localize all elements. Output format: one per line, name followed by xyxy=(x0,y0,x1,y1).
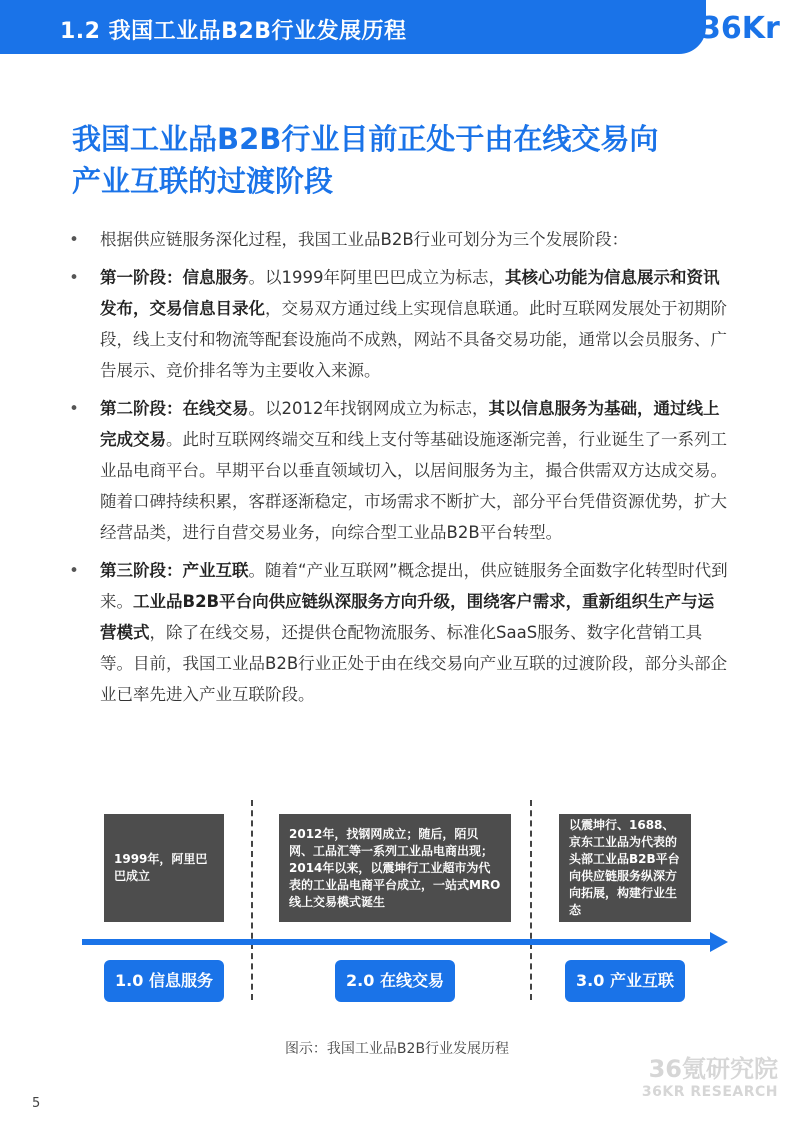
timeline-box-1999-text: 1999年，阿里巴巴成立 xyxy=(114,852,208,883)
bullet-intro-text: 根据供应链服务深化过程，我国工业品B2B行业可划分为三个发展阶段： xyxy=(100,230,629,249)
stage-3-text-a: 。随着“产业互联网”概念提出，供应链服务全面数字化转型时代到来。 xyxy=(100,561,728,611)
timeline-box-2012 xyxy=(279,814,511,922)
timeline-diagram xyxy=(0,800,794,1020)
bullet-dot-icon: • xyxy=(69,268,79,287)
stage-3-text-b: ，除了在线交易，还提供仓配物流服务、标准化SaaS服务、数字化营销工具等。目前，我国工业品B2B行业正处于由在线交易向产业互联的过渡阶段，部分头部企业已率先进入产业互联阶段。 xyxy=(100,623,728,704)
36kr-logo xyxy=(700,0,794,54)
figure-caption: 图示：我国工业品B2B行业发展历程 xyxy=(284,1041,510,1057)
bullet-stage-3 xyxy=(68,555,728,710)
arrow-right-icon xyxy=(710,932,728,952)
stage-2-text-b: 。此时互联网终端交互和线上支付等基础设施逐渐完善，行业诞生了一系列工业品电商平台。早期平台以垂直领域切入，以居间服务为主，撮合供需双方达成交易。随着口碑持续积累，客群逐渐稳定，市场需求不断扩大，部分平台凭借资源优势，扩大经营品类，进行自营交易业务，向综合型工业品B2B平台转型。 xyxy=(100,430,727,542)
bullet-stage-1 xyxy=(68,262,728,386)
page-number: 5 xyxy=(32,1096,41,1111)
timeline-box-current-text: 以震坤行、1688、京东工业品为代表的头部工业品B2B平台向供应链服务纵深方向拓展，构建行业生态 xyxy=(569,818,680,917)
stage-badge-2: 2.0 在线交易 xyxy=(335,960,455,1002)
main-title-line1: 我国工业品B2B行业目前正处于由在线交易向 xyxy=(72,122,659,156)
stage-3-emphasis: 工业品B2B平台向供应链纵深服务方向升级，围绕客户需求，重新组织生产与运营模式 xyxy=(100,592,715,642)
timeline-box-1999 xyxy=(104,814,224,922)
timeline-arrow-line xyxy=(82,939,712,945)
stage-badge-1: 1.0 信息服务 xyxy=(104,960,224,1002)
bullet-list xyxy=(68,224,728,717)
main-title-line2: 产业互联的过渡阶段 xyxy=(72,164,334,198)
watermark xyxy=(628,1055,778,1101)
stage-1-text-b: ，交易双方通过线上实现信息联通。此时互联网发展处于初期阶段，线上支付和物流等配套设施尚不成熟，网站不具备交易功能，通常以会员服务、广告展示、竞价排名等为主要收入来源。 xyxy=(100,299,727,380)
stage-3-label: 第三阶段：产业互联 xyxy=(100,561,249,580)
logo-text: 36Kr xyxy=(700,11,780,46)
bullet-stage-2 xyxy=(68,393,728,548)
bullet-dot-icon: • xyxy=(69,561,79,580)
timeline-box-current xyxy=(559,814,691,922)
bullet-dot-icon: • xyxy=(69,399,79,418)
watermark-line1: 36氪研究院 xyxy=(648,1055,778,1083)
stage-2-label: 第二阶段：在线交易 xyxy=(100,399,249,418)
stage-badge-3: 3.0 产业互联 xyxy=(565,960,685,1002)
main-title xyxy=(72,118,752,202)
timeline-divider-1 xyxy=(251,800,253,1000)
timeline-box-2012-text: 2012年，找钢网成立；随后，陌贝网、工品汇等一系列工业品电商出现；2014年以来，以震坤行工业超市为代表的工业品电商平台成立，一站式MRO线上交易模式诞生 xyxy=(289,826,501,909)
timeline-divider-2 xyxy=(530,800,532,1000)
stage-1-text-a: 。以1999年阿里巴巴成立为标志， xyxy=(248,268,505,287)
header-bar xyxy=(0,0,706,54)
bullet-intro xyxy=(68,224,728,255)
section-title: 1.2 我国工业品B2B行业发展历程 xyxy=(60,19,407,44)
bullet-dot-icon: • xyxy=(69,230,79,249)
stage-2-emphasis: 其以信息服务为基础，通过线上完成交易 xyxy=(100,399,720,449)
stage-2-text-a: 。以2012年找钢网成立为标志， xyxy=(248,399,489,418)
stage-1-label: 第一阶段：信息服务 xyxy=(100,268,249,287)
stage-1-emphasis: 其核心功能为信息展示和资讯发布，交易信息目录化 xyxy=(100,268,720,318)
watermark-line2: 36KR RESEARCH xyxy=(641,1084,778,1100)
